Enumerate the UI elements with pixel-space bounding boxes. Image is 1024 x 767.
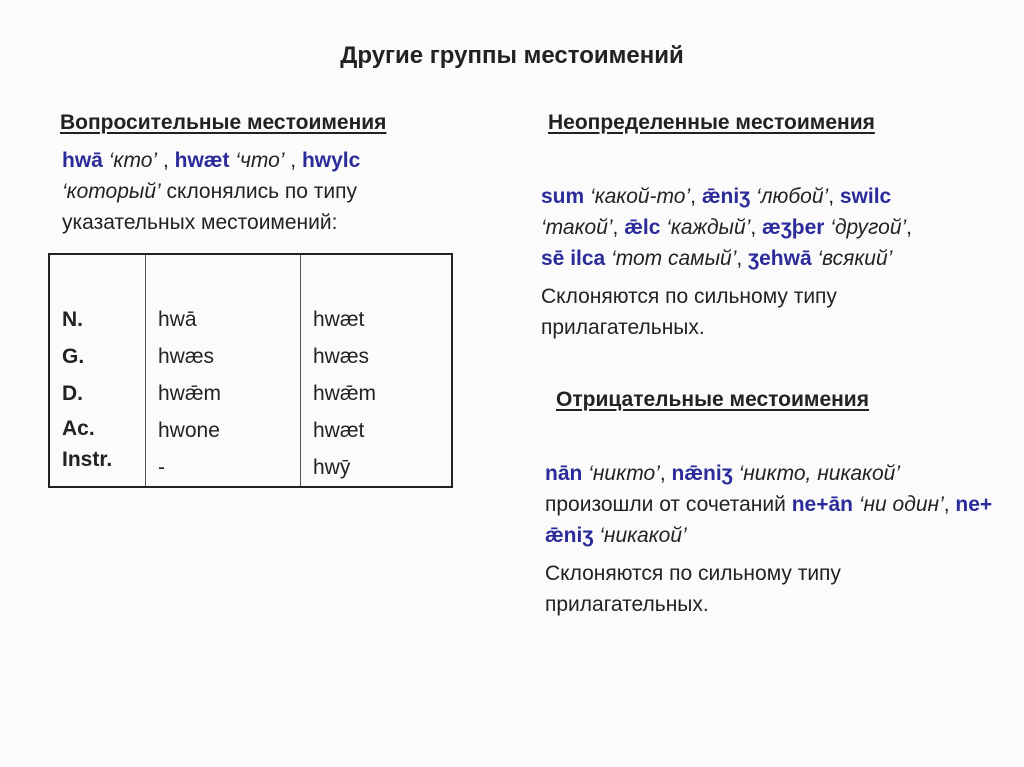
sep: , (284, 149, 302, 172)
word: ʒehwā (748, 247, 812, 270)
negative-note: Склоняются по сильному типу прилагательных. (545, 562, 841, 616)
gloss: ‘каждый’ (660, 216, 751, 239)
gloss-chto: ‘что’ (229, 149, 285, 172)
gloss-kto: ‘кто’ (102, 149, 158, 172)
gloss-kotoryi: ‘который’ (62, 180, 161, 203)
word: sē ilca (541, 247, 606, 270)
word: sum (541, 185, 585, 208)
interrogative-intro (62, 145, 432, 238)
word: ne+ān (791, 493, 853, 516)
page-title: Другие группы местоимений (340, 42, 684, 69)
hwa-column (146, 254, 301, 487)
case-label: N. (62, 308, 83, 331)
intro-rest: склонялись по типу указательных местоимений: (62, 180, 357, 234)
sep: , (659, 462, 672, 485)
gloss: ‘любой’ (750, 185, 829, 208)
word-hwaet: hwæt (174, 149, 230, 172)
case-label: D. (62, 382, 83, 405)
case-label: Ac. (62, 417, 95, 440)
form-cell: hwæt (313, 419, 365, 442)
word-hwylc: hwylc (301, 149, 361, 172)
form-cell: hwǣm (158, 382, 222, 405)
gloss: ‘никто, никакой’ (732, 462, 900, 485)
word: ne+ ǣniʒ (545, 493, 993, 547)
sep: , (157, 149, 175, 172)
word: æʒþer (762, 216, 825, 239)
gloss: ‘тот самый’ (605, 247, 737, 270)
word: ǣlc (624, 216, 661, 239)
gloss: ‘никакой’ (593, 524, 687, 547)
gloss: ‘такой’ (541, 216, 613, 239)
sep: , (750, 216, 763, 239)
word: nān (545, 462, 583, 485)
gloss: ‘другой’ (824, 216, 907, 239)
case-label: Instr. (62, 448, 113, 471)
form-cell: hwā (158, 308, 197, 331)
hwaet-column (301, 254, 453, 487)
negative-list (545, 458, 995, 551)
indefinite-note: Склоняются по сильному типу прилагательных. (541, 285, 837, 339)
sep: , (828, 185, 840, 208)
case-label: G. (62, 345, 85, 368)
gloss: ‘ни один’ (852, 493, 944, 516)
indefinite-list (541, 181, 1011, 274)
form-cell: hwone (158, 419, 220, 442)
sep: , (736, 247, 749, 270)
negative-heading: Отрицательные местоимения (556, 388, 869, 411)
interrogative-heading: Вопросительные местоимения (60, 111, 387, 134)
form-cell: - (158, 456, 165, 479)
sep: , (906, 216, 913, 239)
word: nǣniʒ (671, 462, 733, 485)
form-cell: hwȳ (313, 456, 351, 479)
sep: , (690, 185, 702, 208)
negative-mid: произошли от сочетаний (545, 493, 792, 516)
case-column (49, 254, 146, 487)
gloss: ‘никто’ (582, 462, 660, 485)
sep: , (943, 493, 956, 516)
form-cell: hwǣm (313, 382, 377, 405)
form-cell: hwæs (313, 345, 370, 368)
indefinite-heading: Неопределенные местоимения (548, 111, 875, 134)
declension-table (48, 253, 453, 488)
word-hwa: hwā (62, 149, 103, 172)
gloss: ‘какой-то’ (584, 185, 691, 208)
sep: , (612, 216, 625, 239)
gloss: ‘всякий’ (811, 247, 893, 270)
form-cell: hwæt (313, 308, 365, 331)
word: ǣniʒ (701, 185, 751, 208)
word: swilc (839, 185, 892, 208)
form-cell: hwæs (158, 345, 215, 368)
